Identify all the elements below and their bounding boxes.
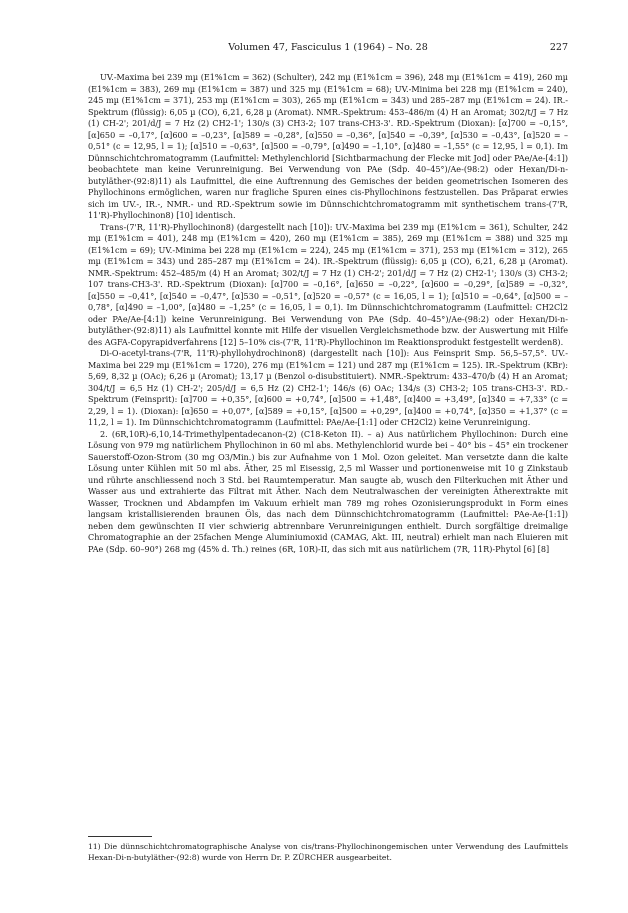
running-header [88, 42, 568, 56]
paragraph-c18-ketone: 2. (6R,10R)-6,10,14-Trimethylpentadecanon-(2) (C18-Keton II). – a) Aus natürlichem Phyllochinon: Durch eine Lösung von 979 mg natürlichem Phyllochinon in 60 ml abs. Methylenchlorid wurde bei – 40° bis – 45° ein trockener Sauerstoff-Ozon-Strom (30 mg O3/Min.) bis zur Aufnahme von 1 Mol. Ozon geleitet. Man versetzte dann die kalte Lösung unter Kühlen mit 50 ml abs. Äther, 25 ml Eisessig, 2,5 ml Wasser und portionenweise mit 10 g Zinkstaub und rührte anschliessend noch 3 Std. bei Raumtemperatur. Man saugte ab, wusch den Filterkuchen mit Äther und Wasser aus und extrahierte das Filtrat mit Äther. Nach dem Neutralwaschen der vereinigten Ätherextrakte mit Wasser, Trocknen und Abdampfen im Vakuum erhielt man 789 mg rohes Ozonisierungsprodukt in Form eines langsam kristallisierenden braunen Öls, das nach dem Dünnschichtchromatogramm (Laufmittel: PAe-Ae-[1:1]) neben dem gewünschten II vier schwierig abtrennbare Verunreinigungen enthielt. Durch sorgfältige dreimalige Chromatographie an der 25fachen Menge Aluminiumoxid (CAMAG, Akt. III, neutral) erhielt man nach Eluieren mit PAe (Sdp. 60–90°) 268 mg (45% d. Th.) reines (6R, 10R)-II, das sich mit aus natürlichem (7R, 11R)-Phytol [6] [8] [88, 428, 568, 554]
footnote-rule [88, 836, 152, 837]
paragraph-diacetyl: Di-O-acetyl-trans-(7'R, 11'R)-phyllohydrochinon8) (dargestellt nach [10]): Aus Feinsprit Smp. 56,5–57,5°. UV.-Maxima bei 229 mµ (E1%1cm = 1720), 276 mµ (E1%1cm = 121) und 287 mµ (E1%1cm = 125). IR.-Spektrum (KBr): 5,69, 8,32 µ (OAc); 6,26 µ (Aromat); 13,17 µ (Benzol o-disubstituiert). NMR.-Spektrum: 433–470/b (4) H an Aromat; 304/t/J = 6,5 Hz (1) CH-2'; 205/d/J = 6,5 Hz (2) CH2-1'; 146/s (6) OAc; 134/s (3) CH3-2; 105 trans-CH3-3'. RD.-Spektrum (Feinsprit): [α]700 = +0,35°, [α]600 = +0,74°, [α]500 = +1,48°, [α]400 = +3,49°, [α]340 = +7,33° (c = 2,29, l = 1). (Dioxan): [α]650 = +0,07°, [α]589 = +0,15°, [α]500 = +0,29°, [α]400 = +0,74°, [α]350 = +1,37° (c = 11,2, l = 1). Im Dünnschichtchromatogramm (Laufmittel: PAe/Ae-[1:1] oder CH2Cl2) keine Verunreinigung. [88, 348, 568, 427]
page-number: 227 [549, 42, 568, 53]
body-text [88, 72, 568, 555]
footnote: 11) Die dünnschichtchromatographische Analyse von cis/trans-Phyllochinongemischen unter Verwendung des Laufmittels Hexan-Di-n-butyläther-(92:8) wurde von Herrn Dr. P. ZÜRCHER ausgearbeitet. [88, 842, 568, 862]
paragraph-uv-data: UV.-Maxima bei 239 mµ (E1%1cm = 362) (Schulter), 242 mµ (E1%1cm = 396), 248 mµ (E1%1cm = 419), 260 mµ (E1%1cm = 383), 269 mµ (E1%1cm = 387) und 325 mµ (E1%1cm = 68); UV.-Minima bei 228 mµ (E1%1cm = 240), 245 mµ (E1%1cm = 371), 253 mµ (E1%1cm = 303), 265 mµ (E1%1cm = 343) und 285–287 mµ (E1%1cm = 24). IR.-Spektrum (flüssig): 6,05 µ (CO), 6,21, 6,28 µ (Aromat). NMR.-Spektrum: 453–486/m (4) H an Aromat; 302/t/J = 7 Hz (1) CH-2'; 201/d/J = 7 Hz (2) CH2-1'; 130/s (3) CH3-2; 107 trans-CH3-3'. RD.-Spektrum (Dioxan): [α]700 = –0,15°, [α]650 = –0,17°, [α]600 = –0,23°, [α]589 = –0,28°, [α]550 = –0,36°, [α]540 = –0,39°, [α]530 = –0,43°, [α]520 = –0,51° (c = 12,95, l = 1); [α]510 = –0,63°, [α]500 = –0,79°, [α]490 = –1,10°, [α]480 = –1,55° (c = 12,95, l = 0,1). Im Dünnschichtchromatogramm (Laufmittel: Methylenchlorid [Sichtbarmachung der Flecke mit Jod] oder PAe/Ae-[4:1]) beobachtete man keine Verunreinigung. Bei Verwendung von PAe (Sdp. 40–45°)/Ae-(98:2) oder Hexan/Di-n-butyläther-(92:8)11) als Laufmittel, die eine Auftrennung des Gemisches der beiden geometrischen Isomeren des Phyllochinons ermöglichen, waren nur fragliche Spuren eines cis-Phyllochinons festzustellen. Das Präparat erwies sich im UV.-, IR.-, NMR.- und RD.-Spektrum sowie im Dünnschichtchromatogramm mit synthetischem trans-(7'R, 11'R)-Phyllochinon8) [10] identisch. [88, 72, 568, 220]
journal-header: Volumen 47, Fasciculus 1 (1964) – No. 28 [228, 42, 428, 53]
paragraph-trans-phyllochinon: Trans-(7'R, 11'R)-Phyllochinon8) (dargestellt nach [10]): UV.-Maxima bei 239 mµ (E1%1cm = 361), Schulter, 242 mµ (E1%1cm = 401), 248 mµ (E1%1cm = 420), 260 mµ (E1%1cm = 385), 269 mµ (E1%1cm = 388) und 325 mµ (E1%1cm = 69); UV.-Minima bei 228 mµ (E1%1cm = 224), 245 mµ (E1%1cm = 371), 253 mµ (E1%1cm = 312), 265 mµ (E1%1cm = 343) und 285–287 mµ (E1%1cm = 24). IR.-Spektrum (flüssig): 6,05 µ (CO), 6,21, 6,28 µ (Aromat). NMR.-Spektrum: 452–485/m (4) H an Aromat; 302/t/J = 7 Hz (1) CH-2'; 201/d/J = 7 Hz (2) CH2-1'; 130/s (3) CH3-2; 107 trans-CH3-3'. RD.-Spektrum (Dioxan): [α]700 = –0,16°, [α]650 = –0,22°, [α]600 = –0,29°, [α]589 = –0,32°, [α]550 = –0,41°, [α]540 = –0,47°, [α]530 = –0,51°, [α]520 = –0,57° (c = 16,05, l = 1); [α]510 = –0,64°, [α]500 = –0,78°, [α]490 = –1,00°, [α]480 = –1,25° (c = 16,05, l = 0,1). Im Dünnschichtchromatogramm (Laufmittel: CH2Cl2 oder PAe/Ae-[4:1]) keine Verunreinigung. Bei Verwendung von PAe (Sdp. 40–45°)/Ae-(98:2) oder Hexan/Di-n-butyläther-(92:8)11) als Laufmittel konnte mit Hilfe der visuellen Vergleichsmethode bzw. der Auswertung mit Hilfe des AGFA-Copyrapidverfahrens [12] 5–10% cis-(7'R, 11'R)-Phyllochinon im Reaktionsprodukt festgestellt werden8). [88, 221, 568, 347]
